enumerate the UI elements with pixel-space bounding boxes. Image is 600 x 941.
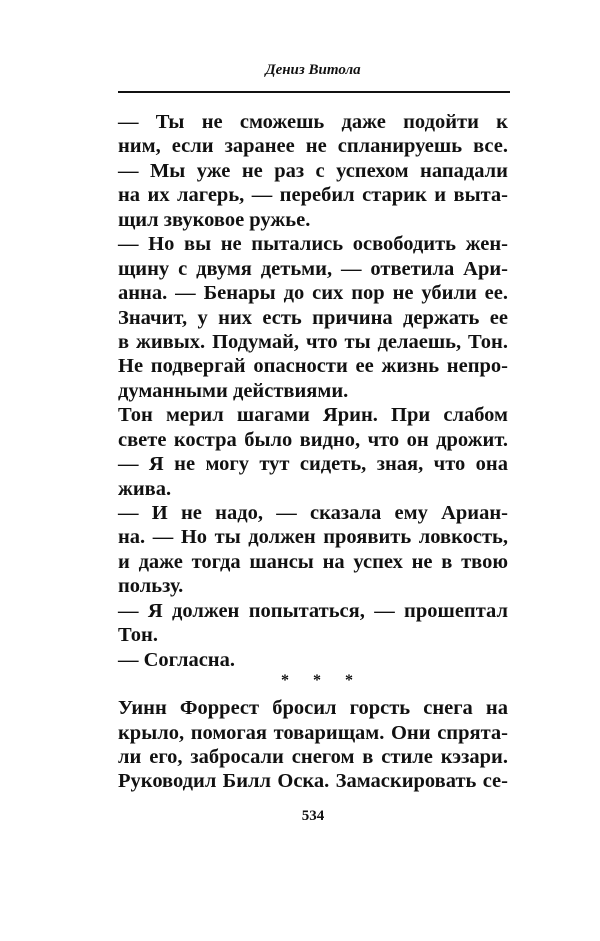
text-block-1	[118, 110, 508, 672]
text-line: и даже тогда шансы на успех не в твою	[118, 550, 508, 573]
text-line: жива.	[118, 477, 172, 500]
text-line: ли его, забросали снегом в стиле кэзари.	[118, 745, 508, 768]
text-line: на. — Но ты должен проявить ловкость,	[118, 526, 508, 549]
text-line: — И не надо, — сказала ему Ариан-	[118, 502, 508, 524]
text-line: — Но вы не пытались освободить жен-	[118, 233, 508, 256]
text-line: щину с двумя детьми, — ответила Ари-	[118, 257, 508, 280]
text-line: — Согласна.	[118, 648, 235, 671]
section-separator: * * *	[281, 672, 363, 690]
text-line: Значит, у них есть причина держать ее	[118, 306, 508, 329]
text-line: ним, если заранее не спланируешь все.	[118, 135, 508, 158]
header-rule	[118, 91, 510, 93]
page-number: 534	[301, 808, 325, 824]
text-line: пользу.	[118, 575, 184, 598]
text-line: щил звуковое ружье.	[118, 208, 311, 231]
text-block-2	[118, 696, 508, 794]
text-line: — Мы уже не раз с успехом нападали	[118, 159, 508, 182]
text-line: — Я не могу тут сидеть, зная, что она	[118, 453, 508, 476]
running-header: Дениз Витола	[265, 62, 361, 78]
text-line: анна. — Бенары до сих пор не убили ее.	[118, 282, 508, 305]
text-line: Руководил Билл Оска. Замаскировать се-	[118, 770, 508, 793]
text-line: Тон.	[118, 624, 158, 647]
text-line: свете костра было видно, что он дрожит.	[118, 428, 508, 451]
text-line: Тон мерил шагами Ярин. При слабом	[118, 404, 508, 427]
text-line: крыло, помогая товарищам. Они спрята-	[118, 721, 508, 744]
body-text	[118, 110, 508, 794]
text-line: — Я должен попытаться, — прошептал	[118, 599, 508, 622]
text-line: Не подвергай опасности ее жизнь непро-	[118, 355, 508, 378]
text-line: думанными действиями.	[118, 379, 349, 402]
text-line: Уинн Форрест бросил горсть снега на	[118, 697, 508, 720]
text-line: — Ты не сможешь даже подойти к	[118, 111, 508, 133]
text-line: в живых. Подумай, что ты делаешь, Тон.	[118, 330, 508, 353]
text-line: на их лагерь, — перебил старик и выта-	[118, 184, 508, 207]
